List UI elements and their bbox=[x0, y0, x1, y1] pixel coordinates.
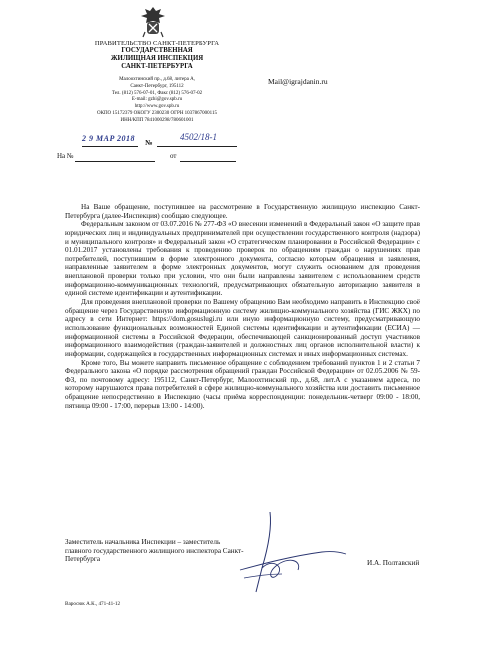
header-inspection: ЖИЛИЩНАЯ ИНСПЕКЦИЯ bbox=[110, 54, 204, 62]
executor-contact: Варосюк А.К., 471-41-12 bbox=[65, 601, 121, 607]
paragraph-gis: Для проведения внеплановой проверки по Вашему обращению Вам необходимо направить в Инспекцию своё обращение через Государственную информационную систему жилищно-коммунального хозяйства (ГИС ЖКХ) по адресу в сети Интернет: https://dom.gosuslugi.ru или иную информационную систему, предусматривающую использование функциональных возможностей Единой системы идентификации и аутентификации (ЕСИА) — информационной системы в Российской Федерации, обеспечивающей санкционированный доступ участников информационного взаимодействия (граждан-заявителей и должностных лиц органов исполнительной власти) к информации, содержащейся в государственных информационных системах и иных информационных системах. bbox=[65, 298, 420, 358]
organization-contacts bbox=[55, 77, 259, 124]
phone-fax: Тел. (812) 576-07-01, Факс (812) 576-07-02 bbox=[111, 90, 203, 96]
header-government: ПРАВИТЕЛЬСТВО САНКТ-ПЕТЕРБУРГА bbox=[94, 40, 220, 47]
header-city: САНКТ-ПЕТЕРБУРГА bbox=[121, 62, 193, 70]
organization-header bbox=[55, 40, 259, 70]
website: http://www.gov.spb.ru bbox=[134, 104, 180, 109]
reference-date-line bbox=[180, 161, 236, 162]
email-address: E-mail: gzhi@gov.spb.ru bbox=[131, 97, 183, 103]
coat-of-arms-emblem bbox=[139, 6, 167, 38]
reference-date-label: от bbox=[170, 152, 177, 160]
signatory-name: И.А. Полтавский bbox=[367, 559, 420, 567]
stamp-date: 2 9 MAP 2018 bbox=[82, 134, 136, 143]
signatory-title: Заместитель начальника Инспекции – заместитель главного государственного жилищного инспектора Санкт-Петербурга bbox=[65, 538, 244, 564]
tax-codes: ИНН/КПП 7841000298/780601001 bbox=[120, 117, 194, 123]
date-underline bbox=[82, 146, 138, 147]
address-city: Санкт-Петербург, 195112 bbox=[130, 83, 184, 89]
letter-body bbox=[65, 203, 420, 410]
paragraph-intro: На Ваше обращение, поступившее на рассмотрение в Государственную жилищную инспекцию Санкт-Петербурга (далее-Инспекция) сообщаю следующее. bbox=[65, 203, 420, 220]
number-label: № bbox=[145, 138, 153, 147]
handwritten-signature bbox=[232, 508, 352, 598]
reference-number-line bbox=[75, 161, 155, 162]
paragraph-postal: Кроме того, Вы можете направить письменное обращение с соблюдением требований пунктов 1 и 2 статьи 7 Федерального закона «О порядке рассмотрения обращений граждан Российской Федерации» от 02.05.2006 № 59-ФЗ, по почтовому адресу: 195112, Санкт-Петербург, Малоохтинский пр., д.68, лит.А с указанием адреса, по которому нарушаются права потребителей в сфере жилищно-коммунального хозяйства или доставить письменное обращение непосредственно в Инспекцию (часы приёма корреспонденции: понедельник-четверг 09:00 - 18:00, пятница 09:00 - 17:00, перерыв 13:00 - 14:00). bbox=[65, 358, 420, 410]
recipient-email: Mail@igrajdanin.ru bbox=[268, 77, 328, 86]
registration-codes: ОКПО 15172379 ОКОГУ 2300230 ОГРН 1037867000115 bbox=[97, 110, 217, 116]
paragraph-law: Федеральным законом от 03.07.2016 № 277-ФЗ «О внесении изменений в Федеральный закон «О защите прав юридических лиц и индивидуальных предпринимателей при осуществлении государственного контроля (надзора) и муниципального контроля» и Федеральный закон «О стратегическом планировании в Российской Федерации» с 01.01.2017 установлены требования к проведению проверок по обращениям граждан о нарушениях прав потребителей, поступившим в форме электронного документа, согласно которым обращения и заявления, направленные заявителем в форме электронных документов, могут служить основанием для проведения внеплановой проверки только при условии, что они были направлены заявителем с использованием средств информационно-коммуникационных технологий, предусматривающих обязательную авторизацию заявителя в единой системе идентификации и аутентификации. bbox=[65, 220, 420, 298]
address-street: Малоохтинский пр., д.68, литера А, bbox=[119, 77, 195, 82]
reference-number-label: На № bbox=[57, 152, 74, 160]
number-underline bbox=[157, 146, 237, 147]
stamp-number: 4502/18-1 bbox=[180, 132, 217, 142]
header-state: ГОСУДАРСТВЕННАЯ bbox=[121, 47, 193, 55]
